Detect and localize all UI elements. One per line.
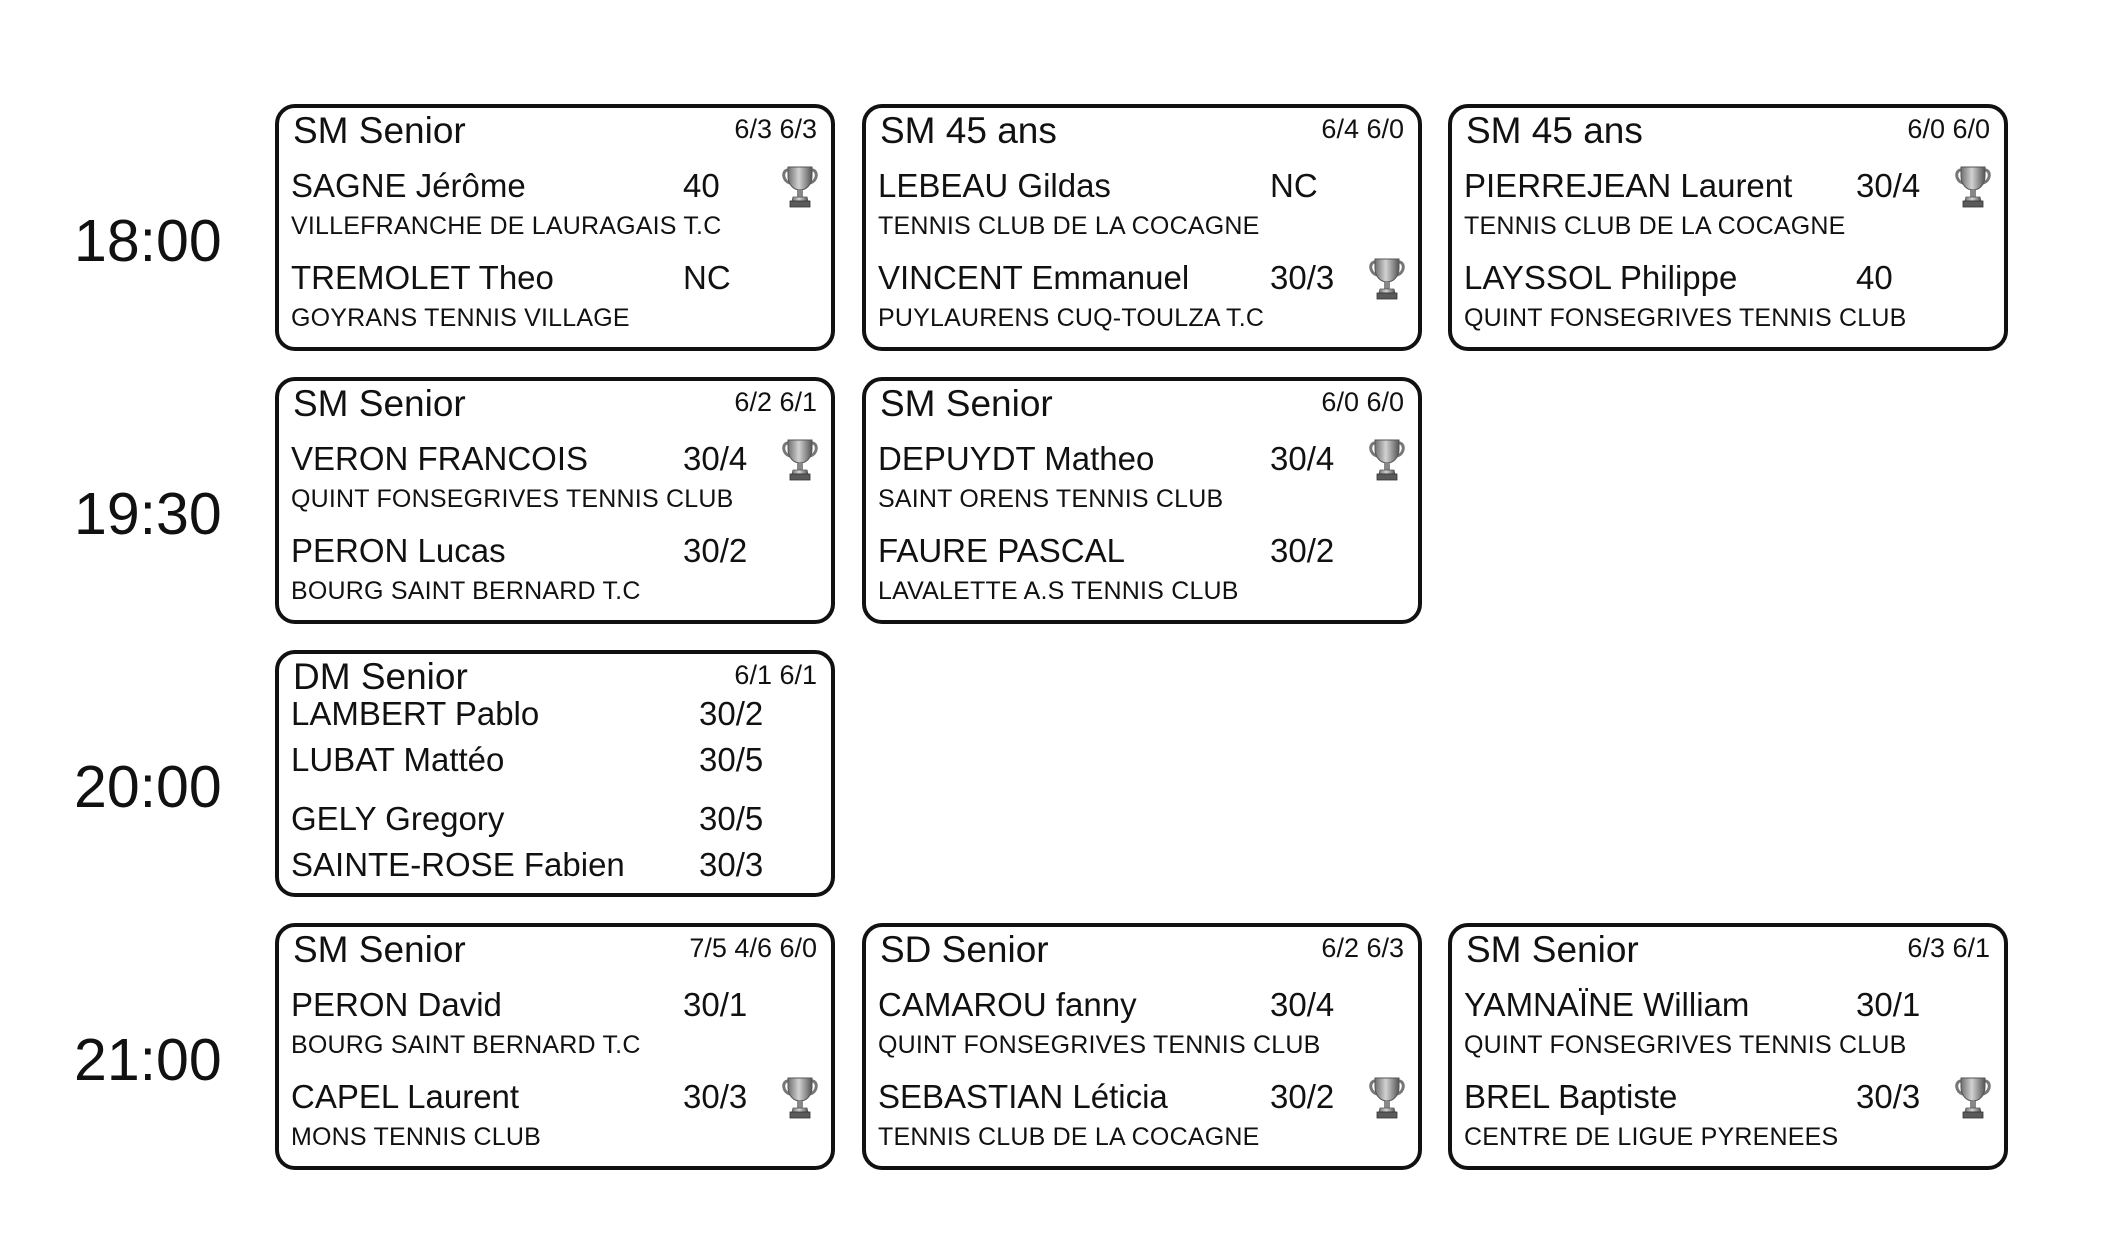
match-score: 7/5 4/6 6/0 (689, 933, 817, 963)
player-name: CAPEL Laurent (291, 1078, 520, 1115)
player-name: LAYSSOL Philippe (1464, 259, 1738, 296)
player-club: PUYLAURENS CUQ-TOULZA T.C (878, 304, 1265, 332)
trophy-icon (1368, 439, 1406, 481)
player-club: SAINT ORENS TENNIS CLUB (878, 485, 1224, 513)
player-name: PERON David (291, 986, 502, 1023)
match-card[interactable] (862, 923, 1422, 1170)
player-name: PIERREJEAN Laurent (1464, 167, 1793, 204)
player-name: SAINTE-ROSE Fabien (291, 846, 625, 883)
player-club: MONS TENNIS CLUB (291, 1123, 542, 1151)
player-club: CENTRE DE LIGUE PYRENEES (1464, 1123, 1839, 1151)
player-name: SAGNE Jérôme (291, 167, 526, 204)
match-category: SM 45 ans (1466, 110, 1643, 151)
player-rank: 30/4 (1856, 167, 1921, 204)
match-score: 6/2 6/3 (1321, 933, 1404, 963)
player-rank: NC (683, 259, 731, 296)
player-club: QUINT FONSEGRIVES TENNIS CLUB (1464, 304, 1907, 332)
player-name: VERON FRANCOIS (291, 440, 589, 477)
trophy-icon (1954, 1077, 1992, 1119)
trophy-icon (781, 439, 819, 481)
match-category: SM Senior (293, 929, 466, 970)
player-name: SEBASTIAN Léticia (878, 1078, 1168, 1115)
match-category: SM Senior (293, 110, 466, 151)
player-club: QUINT FONSEGRIVES TENNIS CLUB (878, 1031, 1321, 1059)
player-name: LUBAT Mattéo (291, 741, 505, 778)
player-rank: 40 (1856, 259, 1893, 296)
match-category: SM Senior (1466, 929, 1639, 970)
player-rank: 30/5 (699, 800, 764, 837)
player-name: DEPUYDT Matheo (878, 440, 1155, 477)
player-club: VILLEFRANCHE DE LAURAGAIS T.C (291, 212, 722, 240)
match-category: SD Senior (880, 929, 1049, 970)
time-label: 20:00 (74, 754, 222, 820)
match-card[interactable] (1448, 923, 2008, 1170)
player-club: BOURG SAINT BERNARD T.C (291, 577, 641, 605)
player-rank: 30/2 (1270, 532, 1335, 569)
time-label: 21:00 (74, 1027, 222, 1093)
player-rank: 40 (683, 167, 720, 204)
time-label: 18:00 (74, 208, 222, 274)
player-rank: 30/3 (1270, 259, 1335, 296)
match-score: 6/3 6/3 (734, 114, 817, 144)
player-rank: 30/3 (699, 846, 764, 883)
player-rank: 30/2 (699, 695, 764, 732)
doubles-match-card[interactable] (275, 650, 835, 897)
player-name: BREL Baptiste (1464, 1078, 1678, 1115)
trophy-icon (1954, 166, 1992, 208)
match-category: SM Senior (293, 383, 466, 424)
match-card[interactable] (862, 104, 1422, 351)
match-score: 6/3 6/1 (1907, 933, 1990, 963)
match-score: 6/0 6/0 (1321, 387, 1404, 417)
match-score: 6/1 6/1 (734, 660, 817, 690)
player-rank: 30/2 (683, 532, 748, 569)
player-rank: 30/2 (1270, 1078, 1335, 1115)
player-club: QUINT FONSEGRIVES TENNIS CLUB (1464, 1031, 1907, 1059)
player-rank: 30/3 (1856, 1078, 1921, 1115)
player-club: QUINT FONSEGRIVES TENNIS CLUB (291, 485, 734, 513)
player-rank: 30/5 (699, 741, 764, 778)
player-name: GELY Gregory (291, 800, 505, 837)
player-name: TREMOLET Theo (291, 259, 554, 296)
player-rank: NC (1270, 167, 1318, 204)
player-name: PERON Lucas (291, 532, 506, 569)
match-category: SM Senior (880, 383, 1053, 424)
match-category: SM 45 ans (880, 110, 1057, 151)
player-rank: 30/4 (1270, 440, 1335, 477)
player-name: LAMBERT Pablo (291, 695, 540, 732)
match-score: 6/4 6/0 (1321, 114, 1404, 144)
time-label: 19:30 (74, 481, 222, 547)
match-category: DM Senior (293, 656, 468, 697)
player-rank: 30/1 (683, 986, 748, 1023)
trophy-icon (1368, 258, 1406, 300)
player-club: TENNIS CLUB DE LA COCAGNE (1464, 212, 1846, 240)
match-score: 6/2 6/1 (734, 387, 817, 417)
match-card[interactable] (275, 377, 835, 624)
player-club: TENNIS CLUB DE LA COCAGNE (878, 1123, 1260, 1151)
player-rank: 30/4 (683, 440, 748, 477)
player-club: GOYRANS TENNIS VILLAGE (291, 304, 630, 332)
trophy-icon (1368, 1077, 1406, 1119)
player-rank: 30/3 (683, 1078, 748, 1115)
player-name: YAMNAÏNE William (1464, 986, 1750, 1023)
player-rank: 30/4 (1270, 986, 1335, 1023)
match-card[interactable] (862, 377, 1422, 624)
player-club: TENNIS CLUB DE LA COCAGNE (878, 212, 1260, 240)
match-card[interactable] (275, 923, 835, 1170)
player-name: LEBEAU Gildas (878, 167, 1111, 204)
player-name: VINCENT Emmanuel (878, 259, 1190, 296)
player-name: CAMAROU fanny (878, 986, 1137, 1023)
match-card[interactable] (1448, 104, 2008, 351)
trophy-icon (781, 1077, 819, 1119)
player-name: FAURE PASCAL (878, 532, 1125, 569)
match-card[interactable] (275, 104, 835, 351)
player-rank: 30/1 (1856, 986, 1921, 1023)
player-club: LAVALETTE A.S TENNIS CLUB (878, 577, 1239, 605)
match-score: 6/0 6/0 (1907, 114, 1990, 144)
player-club: BOURG SAINT BERNARD T.C (291, 1031, 641, 1059)
trophy-icon (781, 166, 819, 208)
